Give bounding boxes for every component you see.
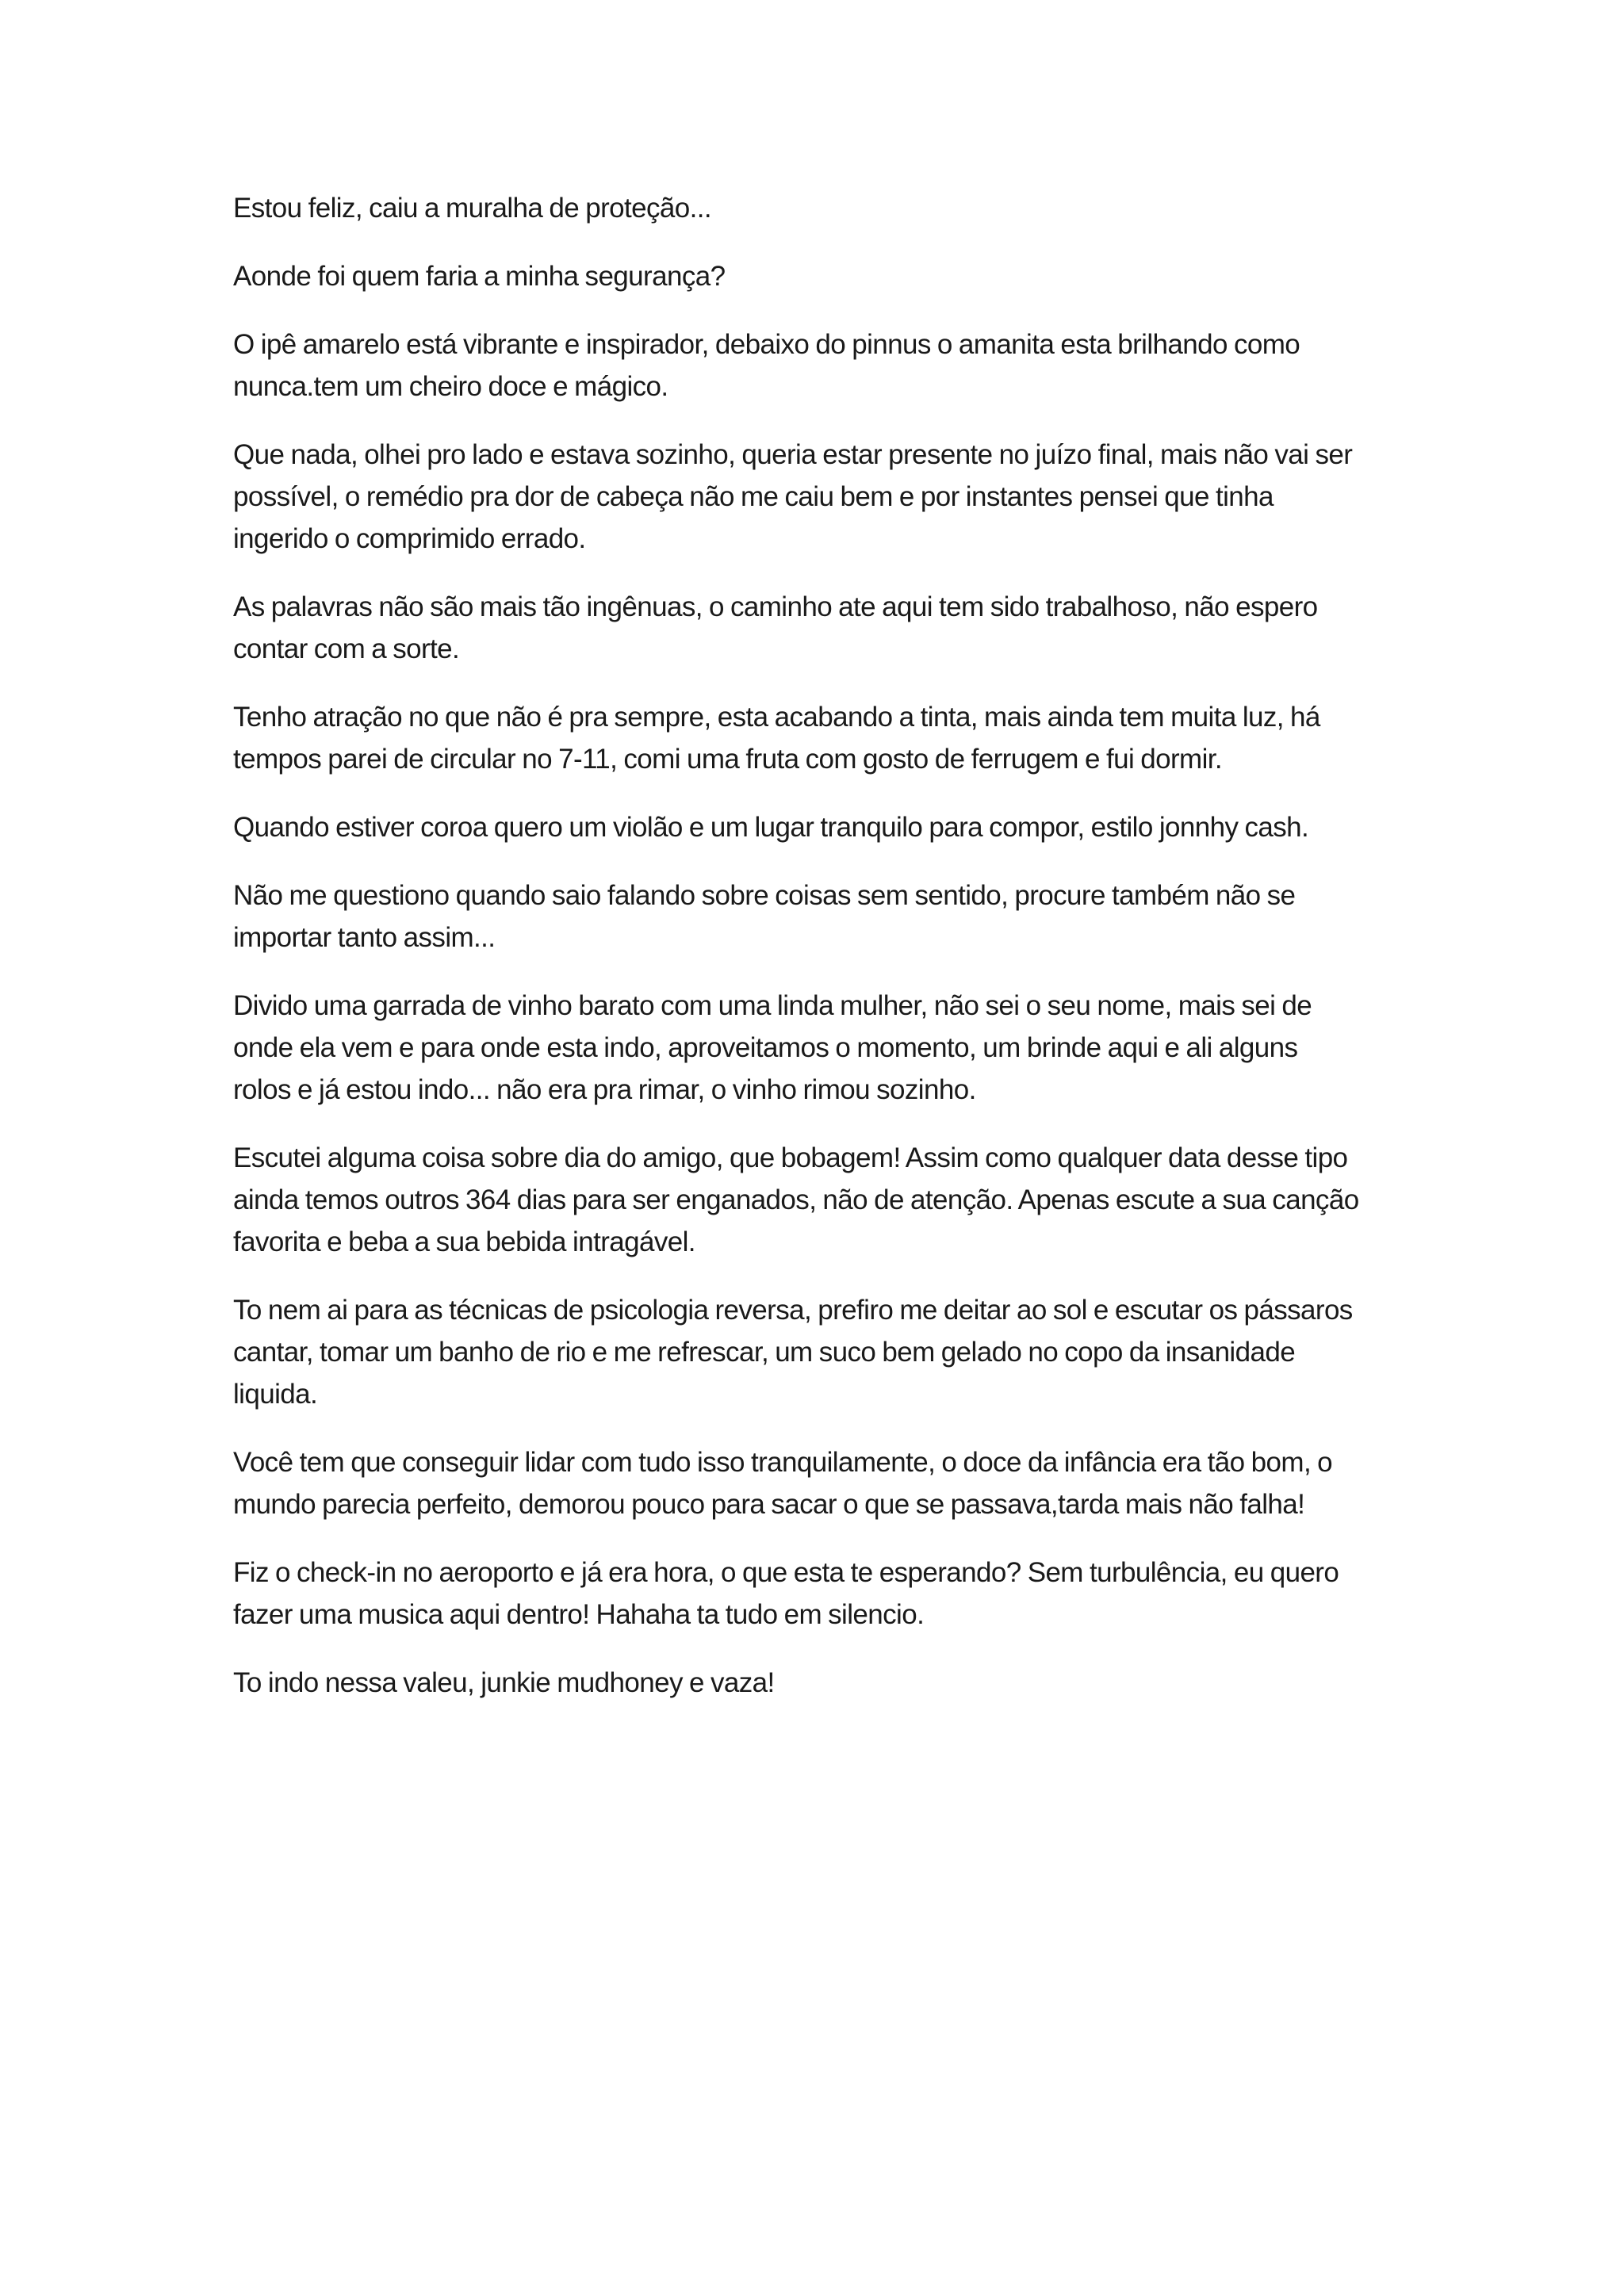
paragraph [233, 806, 1423, 848]
text-line: possível, o remédio pra dor de cabeça não me caiu bem e por instantes pensei que tinha [233, 481, 1274, 512]
paragraph [233, 1552, 1423, 1636]
paragraph [233, 255, 1423, 297]
paragraph [233, 696, 1423, 780]
document-body [233, 187, 1423, 1730]
text-line: Escutei alguma coisa sobre dia do amigo, que bobagem! Assim como qualquer data desse tipo [233, 1142, 1348, 1173]
text-line: Quando estiver coroa quero um violão e um lugar tranquilo para compor, estilo jonnhy cash. [233, 812, 1309, 843]
paragraph [233, 1137, 1423, 1263]
text-line: Aonde foi quem faria a minha segurança? [233, 261, 726, 292]
text-line: nunca.tem um cheiro doce e mágico. [233, 371, 668, 402]
paragraph [233, 434, 1423, 560]
paragraph [233, 1289, 1423, 1415]
text-line: mundo parecia perfeito, demorou pouco para sacar o que se passava,tarda mais não falha! [233, 1489, 1305, 1520]
text-line: importar tanto assim... [233, 922, 496, 953]
text-line: As palavras não são mais tão ingênuas, o caminho ate aqui tem sido trabalhoso, não espero [233, 591, 1318, 622]
text-line: Que nada, olhei pro lado e estava sozinho, queria estar presente no juízo final, mais não vai ser [233, 439, 1353, 470]
text-line: cantar, tomar um banho de rio e me refrescar, um suco bem gelado no copo da insanidade [233, 1337, 1296, 1368]
text-line: ingerido o comprimido errado. [233, 523, 586, 554]
text-line: onde ela vem e para onde esta indo, aproveitamos o momento, um brinde aqui e ali alguns [233, 1032, 1298, 1063]
text-line: fazer uma musica aqui dentro! Hahaha ta tudo em silencio. [233, 1599, 925, 1630]
paragraph [233, 985, 1423, 1111]
text-line: liquida. [233, 1379, 318, 1410]
paragraph [233, 1441, 1423, 1525]
paragraph [233, 586, 1423, 670]
text-line: To indo nessa valeu, junkie mudhoney e vaza! [233, 1667, 775, 1698]
paragraph [233, 187, 1423, 229]
text-line: Você tem que conseguir lidar com tudo isso tranquilamente, o doce da infância era tão bom, o [233, 1447, 1333, 1478]
text-line: ainda temos outros 364 dias para ser enganados, não de atenção. Apenas escute a sua canção [233, 1184, 1359, 1215]
paragraph [233, 1662, 1423, 1704]
text-line: tempos parei de circular no 7-11, comi uma fruta com gosto de ferrugem e fui dormir. [233, 744, 1223, 775]
paragraph [233, 323, 1423, 408]
text-line: O ipê amarelo está vibrante e inspirador, debaixo do pinnus o amanita esta brilhando como [233, 329, 1300, 360]
text-line: To nem ai para as técnicas de psicologia reversa, prefiro me deitar ao sol e escutar os pássaros [233, 1295, 1353, 1326]
text-line: Estou feliz, caiu a muralha de proteção... [233, 193, 712, 224]
text-line: Divido uma garrada de vinho barato com uma linda mulher, não sei o seu nome, mais sei de [233, 990, 1312, 1021]
text-line: favorita e beba a sua bebida intragável. [233, 1226, 695, 1257]
text-line: contar com a sorte. [233, 633, 460, 664]
paragraph [233, 874, 1423, 959]
text-line: Tenho atração no que não é pra sempre, esta acabando a tinta, mais ainda tem muita luz, há [233, 702, 1320, 733]
text-line: Fiz o check-in no aeroporto e já era hora, o que esta te esperando? Sem turbulência, eu quero [233, 1557, 1339, 1588]
text-line: Não me questiono quando saio falando sobre coisas sem sentido, procure também não se [233, 880, 1296, 911]
text-line: rolos e já estou indo... não era pra rimar, o vinho rimou sozinho. [233, 1074, 976, 1105]
